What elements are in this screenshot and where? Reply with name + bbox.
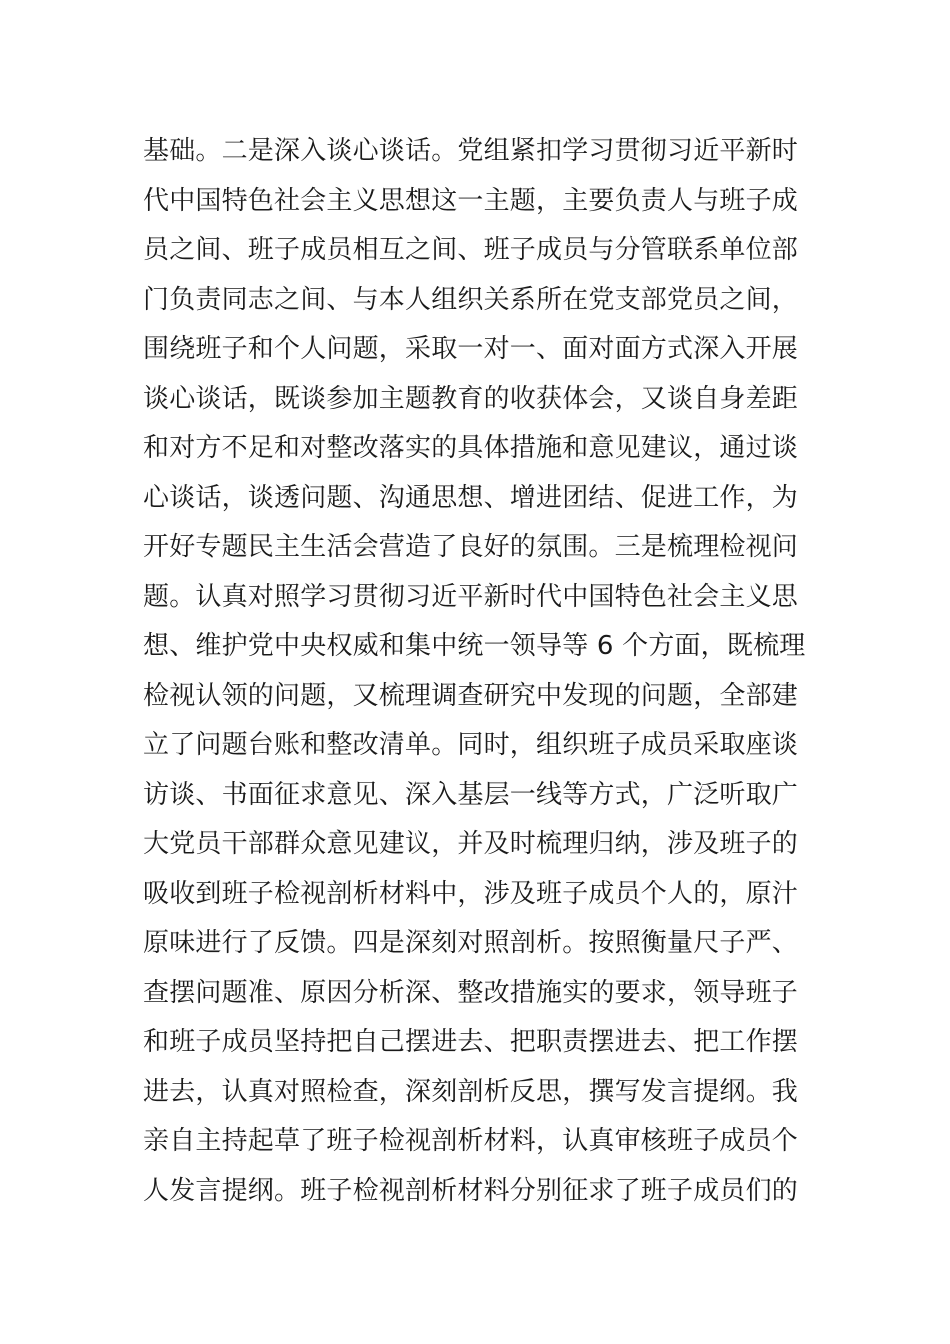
- text-line: 门负责同志之间、与本人组织关系所在党支部党员之间，: [143, 284, 799, 315]
- text-line: 员之间、班子成员相互之间、班子成员与分管联系单位部: [143, 235, 799, 265]
- text-line: 题。认真对照学习贯彻习近平新时代中国特色社会主义思: [143, 581, 799, 612]
- text-line: 检视认领的问题，又梳理调查研究中发现的问题，全部建: [143, 680, 799, 711]
- text-line: 想、维护党中央权威和集中统一领导等 6 个方面，既梳理: [143, 631, 806, 661]
- text-line: 亲自主持起草了班子检视剖析材料，认真审核班子成员个: [143, 1126, 799, 1156]
- text-line: 立了问题台账和整改清单。同时，组织班子成员采取座谈: [143, 730, 799, 760]
- body-paragraph: [143, 127, 823, 1216]
- text-line: 基础。二是深入谈心谈话。党组紧扣学习贯彻习近平新时: [143, 136, 799, 166]
- text-line: 查摆问题准、原因分析深、整改措施实的要求，领导班子: [143, 977, 799, 1008]
- text-line: 和对方不足和对整改落实的具体措施和意见建议，通过谈: [143, 433, 799, 463]
- text-line: 和班子成员坚持把自己摆进去、把职责摆进去、把工作摆: [143, 1027, 799, 1057]
- text-line: 大党员干部群众意见建议，并及时梳理归纳，涉及班子的: [143, 829, 799, 859]
- text-line: 心谈话，谈透问题、沟通思想、增进团结、促进工作，为: [143, 482, 799, 513]
- text-line: 吸收到班子检视剖析材料中，涉及班子成员个人的，原汁: [143, 878, 799, 909]
- text-line: 开好专题民主生活会营造了良好的氛围。三是梳理检视问: [143, 532, 799, 562]
- text-line: 原味进行了反馈。四是深刻对照剖析。按照衡量尺子严、: [143, 928, 799, 958]
- text-line: 进去，认真对照检查，深刻剖析反思，撰写发言提纲。我: [143, 1076, 799, 1107]
- text-line: 代中国特色社会主义思想这一主题，主要负责人与班子成: [143, 185, 799, 216]
- text-line: 人发言提纲。班子检视剖析材料分别征求了班子成员们的: [143, 1175, 799, 1206]
- text-line: 围绕班子和个人问题，采取一对一、面对面方式深入开展: [143, 334, 799, 364]
- text-line: 访谈、书面征求意见、深入基层一线等方式，广泛听取广: [143, 779, 799, 810]
- text-line: 谈心谈话，既谈参加主题教育的收获体会，又谈自身差距: [143, 383, 799, 414]
